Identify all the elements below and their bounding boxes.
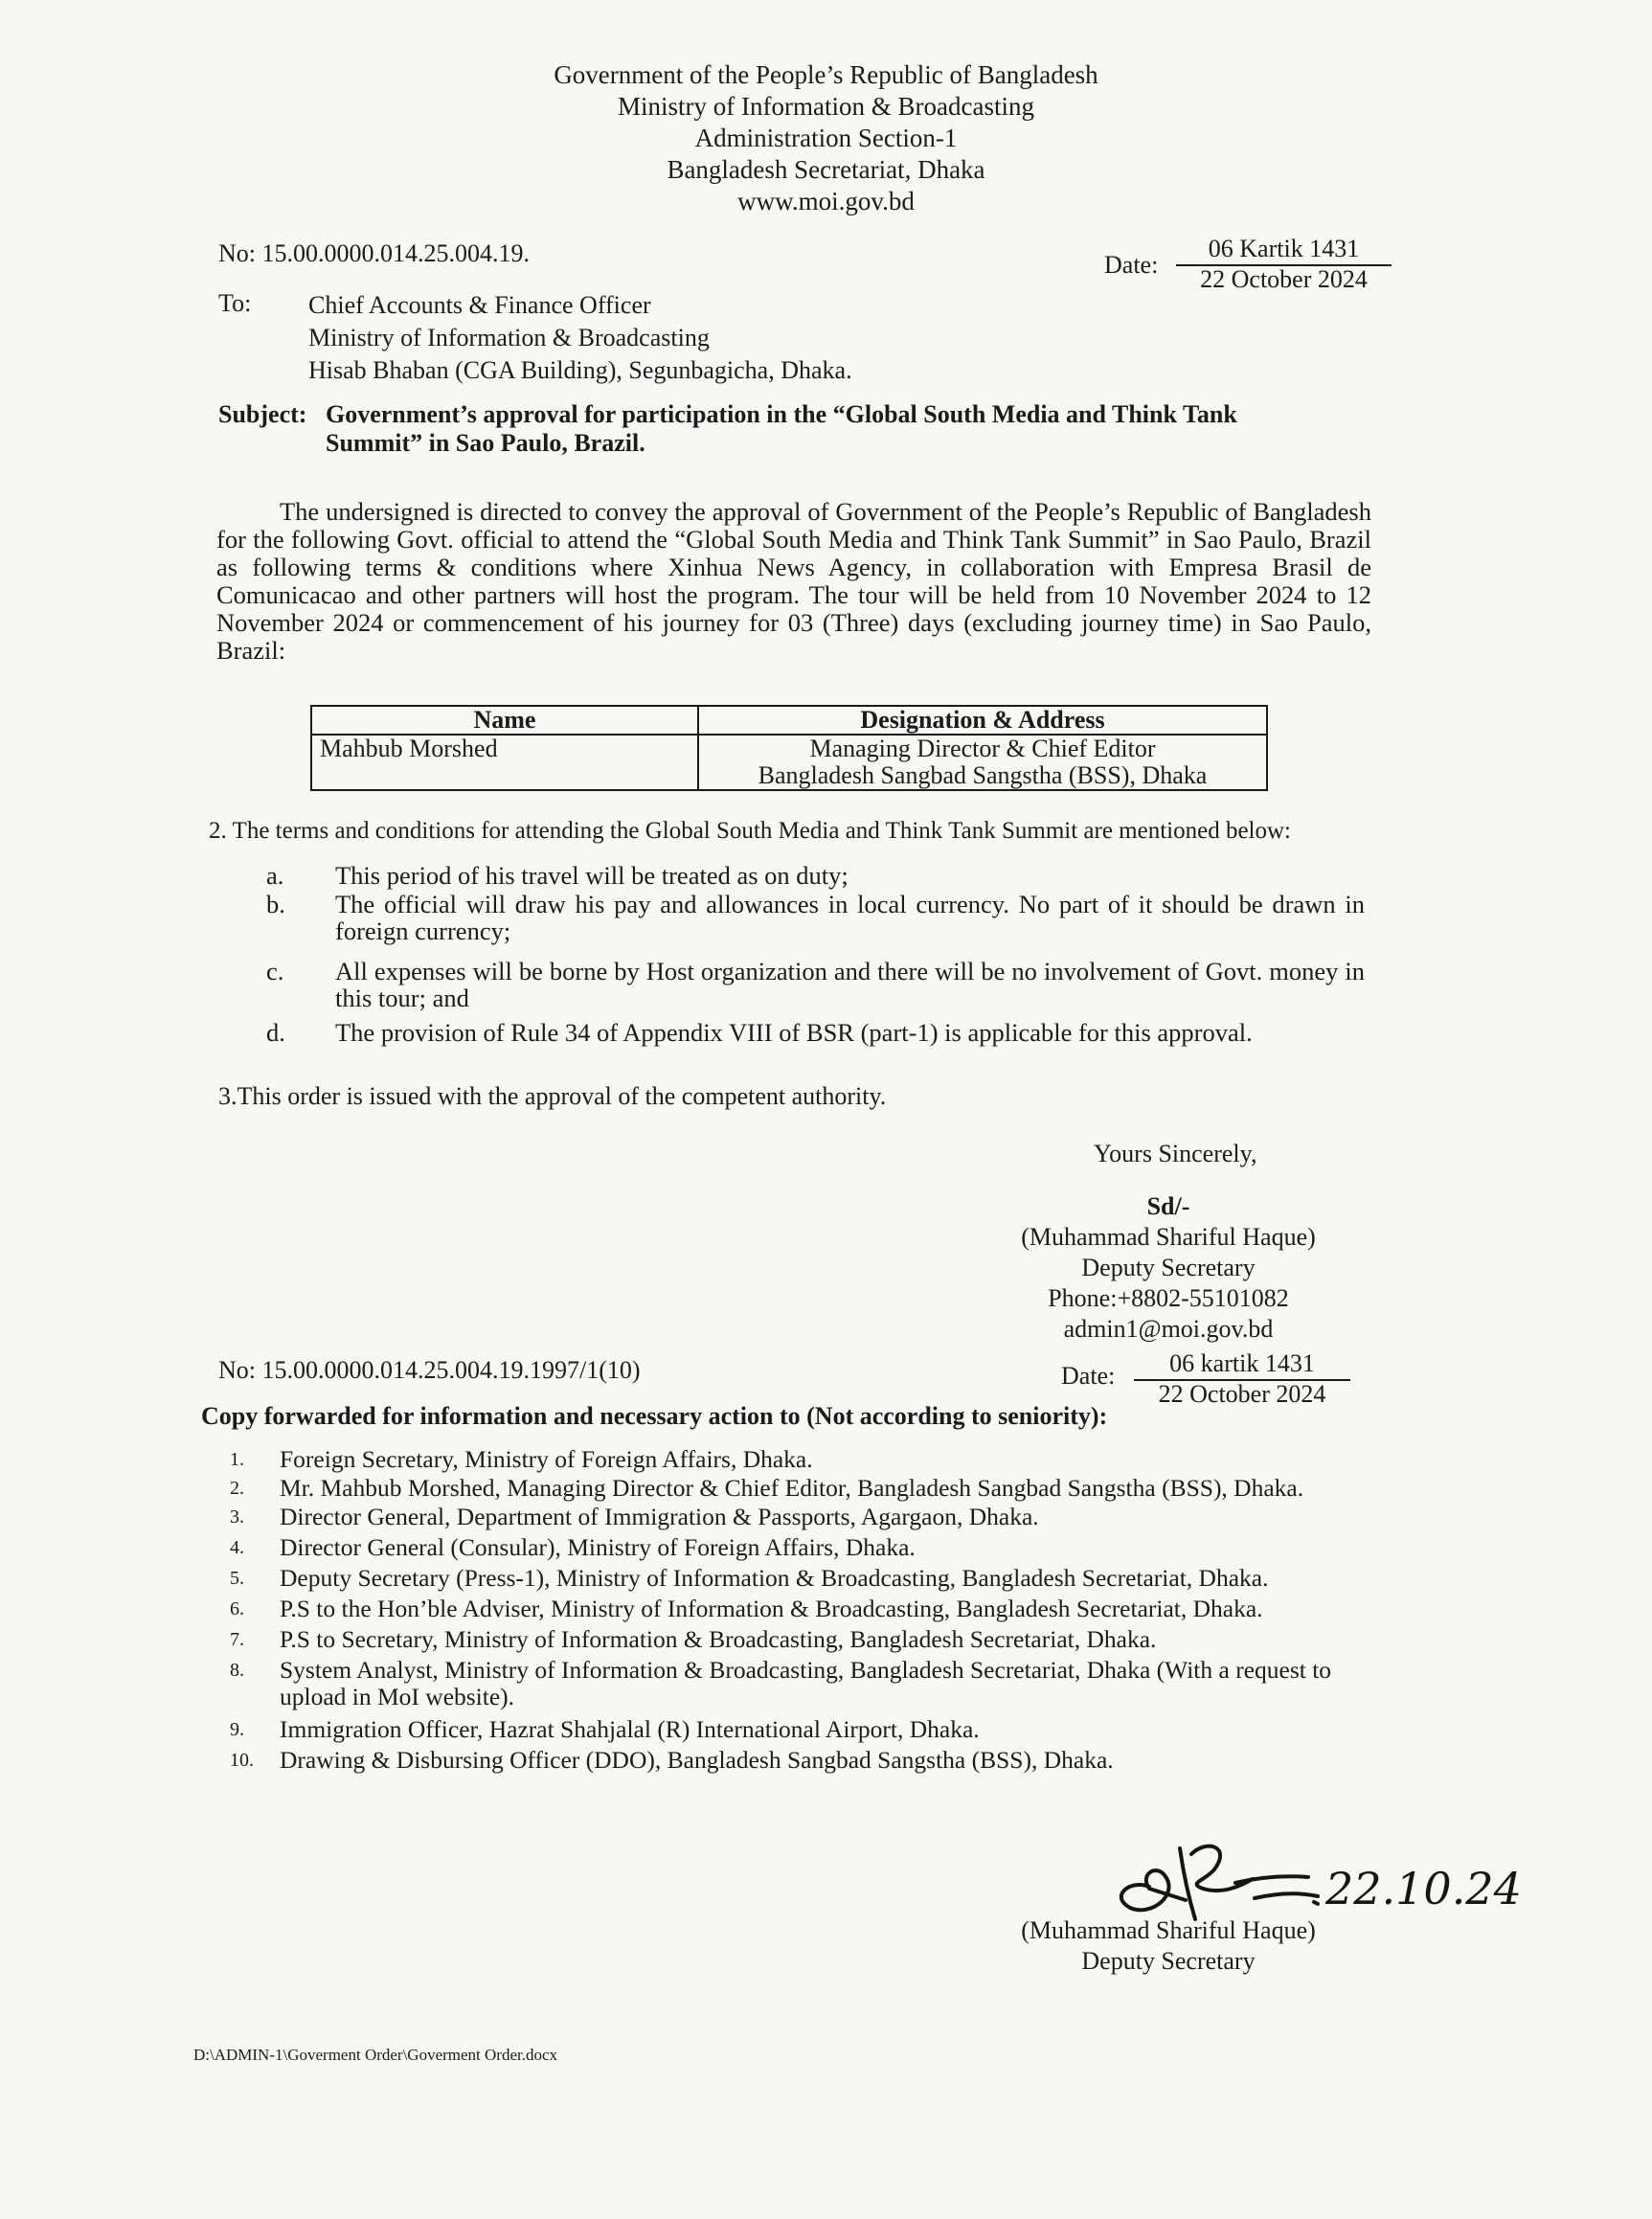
memo-number: No: 15.00.0000.014.25.004.19.: [218, 239, 530, 267]
date-label: Date:: [1104, 251, 1159, 279]
table-row: [311, 735, 1267, 790]
subject-line-2: Summit” in Sao Paulo, Brazil.: [326, 429, 645, 457]
copy-date-bangla: 06 kartik 1431: [1134, 1350, 1350, 1381]
term-label: b.: [266, 890, 285, 918]
approval-note: 3.This order is issued with the approval of the competent authority.: [218, 1082, 887, 1110]
letterhead: [0, 59, 1652, 217]
term-text: The official will draw his pay and allowances in local currency. No part of it should be drawn in foreign currency;: [335, 890, 1365, 945]
designation-line-1: Managing Director & Chief Editor: [809, 735, 1156, 762]
copy-date-block: [1134, 1350, 1350, 1408]
table-cell-name: Mahbub Morshed: [311, 735, 698, 790]
date-block: [1176, 236, 1392, 293]
recipient-ministry: Ministry of Information & Broadcasting: [308, 324, 710, 351]
date-bangla: 06 Kartik 1431: [1176, 236, 1392, 266]
signatory-email: admin1@moi.gov.bd: [1063, 1315, 1274, 1343]
subject-line-1: Government’s approval for participation in the “Global South Media and Think Tank: [326, 400, 1237, 428]
term-text: The provision of Rule 34 of Appendix VIII of BSR (part-1) is applicable for this approval.: [335, 1018, 1253, 1047]
signatory-designation-2: Deputy Secretary: [1081, 1947, 1256, 1975]
copy-date-english: 22 October 2024: [1158, 1380, 1326, 1408]
copy-forward-list: 1. Foreign Secretary, Ministry of Foreign Affairs, Dhaka. 2. Mr. Mahbub Morshed, Managing Director & Chief Editor, Bangladesh Sangbad Sangstha (BSS), Dhaka. 3. Director General, Department of Immigration & Passports, Agargaon, Dhaka. 4. Director General (Consular), Ministry of Foreign Affairs, Dhaka. 5. Deputy Secretary (Press-1), Ministry of Information & Broadcasting, Bangladesh Secretariat, Dhaka. 6. P.S to the Hon’ble Adviser, Ministry of Information & Broadcasting, Bangladesh Secretariat, Dhaka. 7. P.S to Secretary, Ministry of Information & Broadcasting, Bangladesh Secretariat, Dhaka. 8. System Analyst, Ministry of Information & Broadcasting, Bangladesh Secretariat, Dhaka (With a request to upload in MoI website). 9. Immigration Officer, Hazrat Shahjalal (R) International Airport, Dhaka. 10. Drawing & Disbursing Officer (DDO), Bangladesh Sangbad Sangstha (BSS), Dhaka.: [230, 1445, 1332, 1774]
letterhead-website: www.moi.gov.bd: [737, 187, 915, 215]
copy-date-label: Date:: [1061, 1362, 1116, 1390]
table-cell-designation: [698, 735, 1267, 790]
copy-forward-heading: Copy forwarded for information and necessary action to (Not according to seniority):: [201, 1402, 1108, 1430]
signatory-name: (Muhammad Shariful Haque): [1021, 1223, 1316, 1251]
recipient-block: [308, 289, 852, 387]
signature-block-2: [996, 1915, 1341, 1977]
term-text: All expenses will be borne by Host organization and there will be no involvement of Govt. money in this tour; and: [335, 957, 1365, 1012]
terms-intro: 2. The terms and conditions for attending the Global South Media and Think Tank Summit are mentioned below:: [209, 818, 1292, 844]
designation-line-2: Bangladesh Sangbad Sangstha (BSS), Dhaka: [758, 761, 1208, 789]
subject-text: [326, 400, 1237, 458]
sd-mark: Sd/-: [1146, 1192, 1190, 1220]
recipient-address: Hisab Bhaban (CGA Building), Segunbagicha, Dhaka.: [308, 356, 852, 384]
date-english: 22 October 2024: [1200, 265, 1368, 293]
table-header-designation: Designation & Address: [698, 706, 1267, 735]
signatory-name-2: (Muhammad Shariful Haque): [1021, 1916, 1316, 1944]
copy-memo-number: No: 15.00.0000.014.25.004.19.1997/1(10): [218, 1356, 641, 1384]
terms-list: [266, 862, 1377, 1068]
term-label: c.: [266, 957, 284, 985]
signatory-designation: Deputy Secretary: [1081, 1254, 1256, 1281]
body-paragraph: The undersigned is directed to convey the approval of Government of the People’s Republic of Bangladesh for the following Govt. official to attend the “Global South Media and Think Tank Summit” in Sao Paulo, Brazil as following terms & conditions where Xinhua News Agency, in collaboration with Empresa Brasil de Comunicacao and other partners will host the program. The tour will be held from 10 November 2024 to 12 November 2024 or commencement of his journey for 03 (Three) days (excluding journey time) in Sao Paulo, Brazil:: [216, 497, 1371, 665]
term-text: This period of his travel will be treated as on duty;: [335, 861, 849, 890]
term-label: d.: [266, 1018, 285, 1047]
term-label: a.: [266, 861, 284, 890]
official-table: [310, 705, 1268, 791]
recipient-title: Chief Accounts & Finance Officer: [308, 291, 651, 319]
table-header-name: Name: [311, 706, 698, 735]
file-path-footer: D:\ADMIN-1\Goverment Order\Goverment Order.docx: [193, 2046, 558, 2064]
letterhead-ministry: Ministry of Information & Broadcasting: [618, 92, 1034, 121]
letterhead-government: Government of the People’s Republic of Bangladesh: [554, 60, 1098, 89]
closing: Yours Sincerely,: [1094, 1140, 1257, 1167]
signatory-phone: Phone:+8802-55101082: [1048, 1284, 1289, 1312]
subject-label: Subject:: [218, 400, 307, 428]
to-label: To:: [218, 289, 252, 317]
signature-block: [986, 1191, 1350, 1345]
letterhead-section: Administration Section-1: [694, 124, 958, 152]
letterhead-location: Bangladesh Secretariat, Dhaka: [667, 155, 985, 184]
handwritten-date: 22.10.24: [1325, 1863, 1522, 1914]
